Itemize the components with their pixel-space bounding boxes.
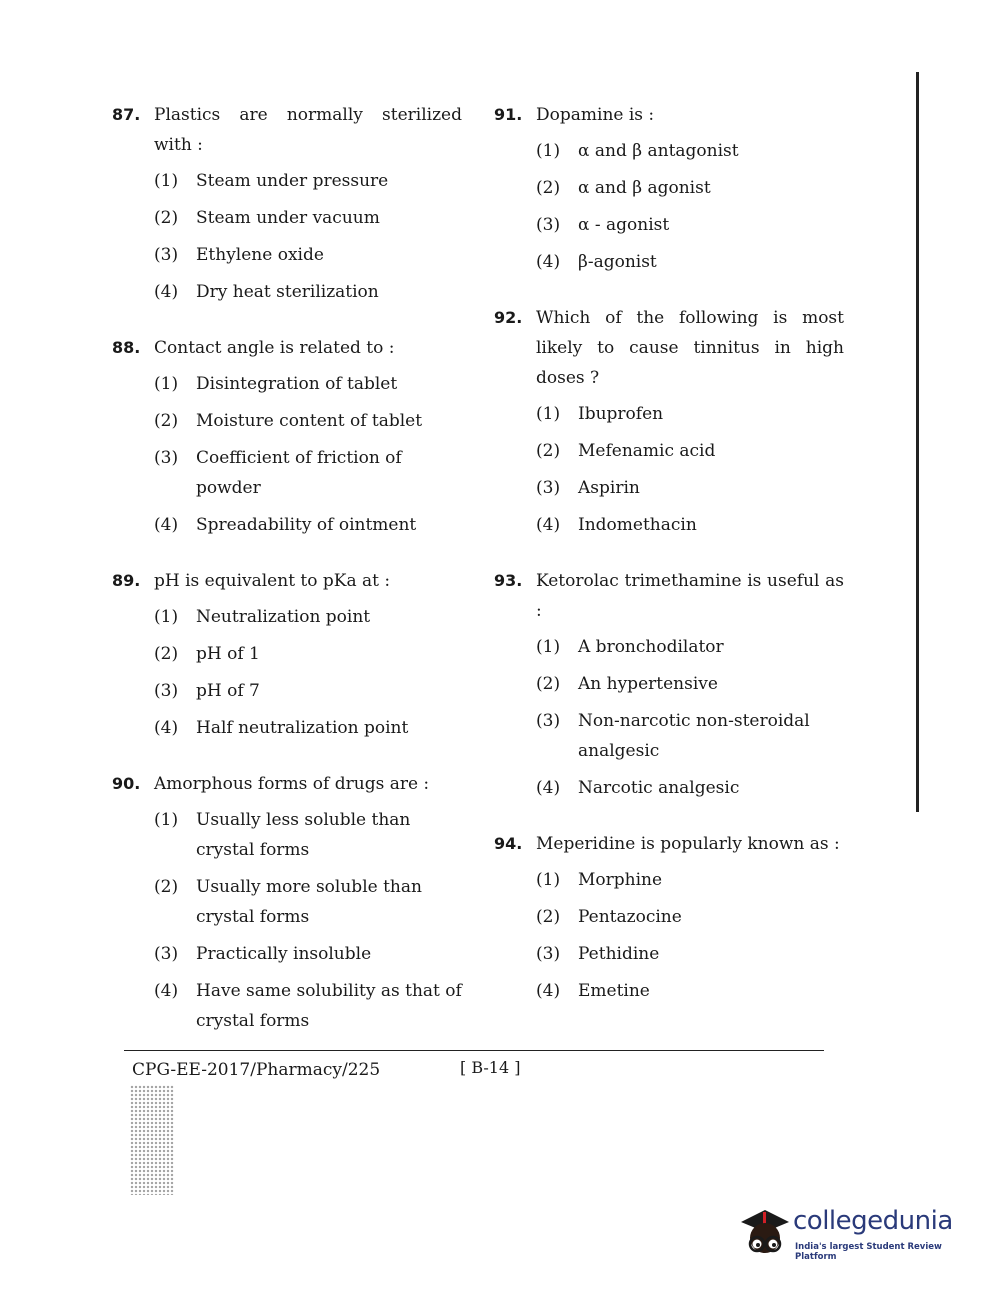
question-text: Contact angle is related to :	[154, 338, 395, 358]
question-number: 94.	[494, 834, 523, 853]
option-text: β-agonist	[578, 252, 657, 272]
option-item	[536, 706, 844, 766]
option-number: (3)	[536, 215, 561, 235]
option-item	[154, 805, 462, 865]
question-stem	[494, 303, 844, 393]
question-91	[494, 100, 844, 277]
option-number: (2)	[536, 674, 561, 694]
question-94	[494, 829, 844, 1006]
options-list	[154, 166, 462, 307]
option-text: Pethidine	[578, 944, 660, 964]
option-item	[154, 277, 462, 307]
option-text: An hypertensive	[578, 674, 718, 694]
option-number: (4)	[154, 981, 179, 1001]
option-item	[536, 902, 844, 932]
footer-rule	[124, 1050, 824, 1051]
option-number: (3)	[536, 711, 561, 731]
question-number: 92.	[494, 308, 523, 327]
option-item	[154, 872, 462, 932]
option-text: Practically insoluble	[196, 944, 372, 964]
option-number: (4)	[536, 981, 561, 1001]
question-stem	[494, 100, 844, 130]
option-number: (4)	[154, 282, 179, 302]
option-number: (3)	[536, 478, 561, 498]
footer-page-number: [ B-14 ]	[460, 1058, 521, 1077]
option-item	[536, 632, 844, 662]
question-stem	[112, 566, 462, 596]
option-item	[154, 639, 462, 669]
option-number: (3)	[536, 944, 561, 964]
logo-wordmark: collegedunia	[793, 1206, 953, 1236]
option-text: Ethylene oxide	[196, 245, 324, 265]
question-text: Dopamine is :	[536, 105, 655, 125]
question-92	[494, 303, 844, 540]
question-text: Plastics are normally sterilized with :	[154, 105, 462, 155]
question-text: Which of the following is most likely to cause tinnitus in high doses ?	[536, 308, 844, 388]
option-number: (2)	[154, 644, 179, 664]
option-text: Mefenamic acid	[578, 441, 716, 461]
option-item	[154, 369, 462, 399]
options-list	[536, 632, 844, 803]
option-number: (3)	[154, 944, 179, 964]
option-item	[536, 436, 844, 466]
option-text: Disintegration of tablet	[196, 374, 398, 394]
option-text: Emetine	[578, 981, 650, 1001]
question-90	[112, 769, 462, 1036]
option-item	[536, 399, 844, 429]
option-text: Coefficient of friction of powder	[196, 448, 402, 498]
options-list	[154, 602, 462, 743]
option-text: Indomethacin	[578, 515, 697, 535]
option-text: Spreadability of ointment	[196, 515, 417, 535]
options-list	[154, 369, 462, 540]
option-item	[154, 406, 462, 436]
option-number: (2)	[154, 411, 179, 431]
option-item	[536, 473, 844, 503]
question-text: Ketorolac trimethamine is useful as :	[536, 571, 844, 621]
option-item	[154, 510, 462, 540]
option-number: (4)	[536, 778, 561, 798]
question-number: 91.	[494, 105, 523, 124]
option-number: (1)	[536, 637, 561, 657]
option-item	[536, 939, 844, 969]
question-stem	[112, 769, 462, 799]
option-item	[536, 136, 844, 166]
option-number: (4)	[536, 515, 561, 535]
option-number: (3)	[154, 245, 179, 265]
question-88	[112, 333, 462, 540]
option-item	[154, 713, 462, 743]
option-text: Neutralization point	[196, 607, 371, 627]
options-list	[536, 399, 844, 540]
options-list	[536, 136, 844, 277]
question-number: 89.	[112, 571, 141, 590]
option-number: (4)	[154, 515, 179, 535]
option-text: Ibuprofen	[578, 404, 664, 424]
option-text: pH of 7	[196, 681, 260, 701]
question-number: 87.	[112, 105, 141, 124]
right-column	[494, 100, 844, 1032]
option-text: Morphine	[578, 870, 663, 890]
option-number: (2)	[536, 441, 561, 461]
option-number: (2)	[536, 907, 561, 927]
question-text: Meperidine is popularly known as :	[536, 834, 840, 854]
option-text: Dry heat sterilization	[196, 282, 379, 302]
option-item	[536, 865, 844, 895]
option-text: Non-narcotic non-steroidal analgesic	[578, 711, 810, 761]
option-text: Half neutralization point	[196, 718, 409, 738]
option-item	[154, 939, 462, 969]
options-list	[154, 805, 462, 1036]
scan-edge-line	[916, 72, 919, 812]
option-number: (4)	[154, 718, 179, 738]
option-item	[154, 976, 462, 1036]
question-text: Amorphous forms of drugs are :	[154, 774, 430, 794]
option-text: Moisture content of tablet	[196, 411, 423, 431]
option-item	[154, 602, 462, 632]
option-number: (4)	[536, 252, 561, 272]
option-number: (3)	[154, 448, 179, 468]
graduate-mascot-icon	[735, 1202, 793, 1258]
option-item	[536, 976, 844, 1006]
option-item	[536, 247, 844, 277]
question-number: 90.	[112, 774, 141, 793]
option-item	[154, 443, 462, 503]
question-93	[494, 566, 844, 803]
option-item	[154, 240, 462, 270]
question-stem	[112, 100, 462, 160]
option-item	[536, 173, 844, 203]
option-text: A bronchodilator	[578, 637, 724, 657]
question-number: 88.	[112, 338, 141, 357]
option-number: (1)	[536, 870, 561, 890]
logo-tagline: India's largest Student Review Platform	[795, 1242, 942, 1262]
option-item	[154, 203, 462, 233]
option-number: (1)	[536, 141, 561, 161]
question-stem	[112, 333, 462, 363]
question-89	[112, 566, 462, 743]
option-text: Pentazocine	[578, 907, 682, 927]
question-stem	[494, 566, 844, 626]
option-text: α - agonist	[578, 215, 670, 235]
option-text: Steam under vacuum	[196, 208, 380, 228]
option-text: α and β agonist	[578, 178, 711, 198]
option-item	[536, 669, 844, 699]
option-text: α and β antagonist	[578, 141, 739, 161]
option-item	[536, 510, 844, 540]
option-text: Aspirin	[578, 478, 640, 498]
scan-noise	[130, 1085, 174, 1195]
option-number: (2)	[536, 178, 561, 198]
question-number: 93.	[494, 571, 523, 590]
option-item	[536, 210, 844, 240]
option-number: (2)	[154, 877, 179, 897]
left-column	[112, 100, 462, 1062]
option-item	[154, 166, 462, 196]
option-text: Usually more soluble than crystal forms	[196, 877, 422, 927]
collegedunia-logo	[735, 1200, 965, 1260]
option-text: pH of 1	[196, 644, 260, 664]
option-number: (3)	[154, 681, 179, 701]
option-item	[154, 676, 462, 706]
option-item	[536, 773, 844, 803]
option-number: (1)	[154, 607, 179, 627]
option-number: (1)	[536, 404, 561, 424]
option-number: (1)	[154, 171, 179, 191]
question-stem	[494, 829, 844, 859]
question-87	[112, 100, 462, 307]
footer-paper-code: CPG-EE-2017/Pharmacy/225	[132, 1060, 381, 1080]
option-number: (2)	[154, 208, 179, 228]
option-number: (1)	[154, 810, 179, 830]
option-text: Usually less soluble than crystal forms	[196, 810, 411, 860]
option-text: Steam under pressure	[196, 171, 389, 191]
question-text: pH is equivalent to pKa at :	[154, 571, 391, 591]
option-number: (1)	[154, 374, 179, 394]
option-text: Have same solubility as that of crystal forms	[196, 981, 462, 1031]
options-list	[536, 865, 844, 1006]
option-text: Narcotic analgesic	[578, 778, 740, 798]
